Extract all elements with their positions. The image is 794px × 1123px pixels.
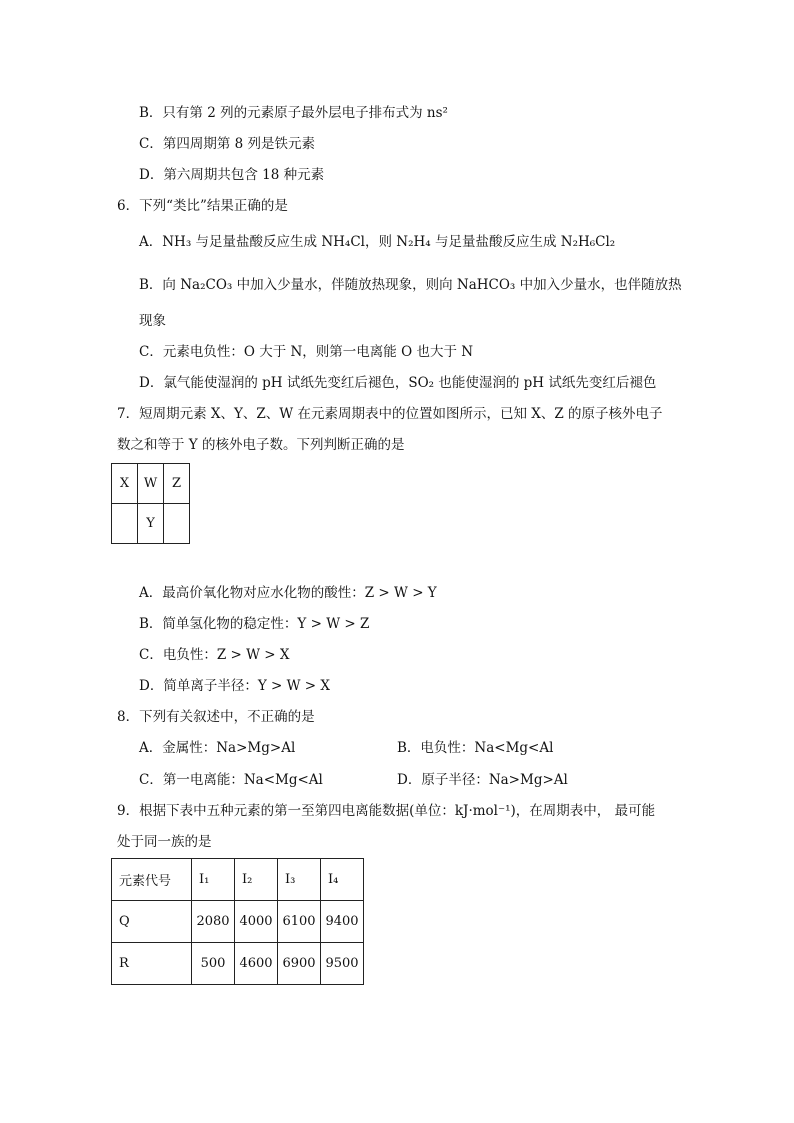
table-header-row xyxy=(112,859,364,901)
table-cell: 9500 xyxy=(321,943,364,985)
q5-option-c: C．第四周期第 8 列是铁元素 xyxy=(139,136,316,152)
table-header-cell: 元素代号 xyxy=(112,859,192,901)
table-header-cell: I₁ xyxy=(192,859,235,901)
table-cell: 2080 xyxy=(192,901,235,943)
ionization-energy-table xyxy=(111,858,364,985)
q6-option-b-line2: 现象 xyxy=(139,313,166,329)
grid-cell xyxy=(164,504,190,544)
grid-row xyxy=(112,464,190,504)
q5-option-b: B．只有第 2 列的元素原子最外层电子排布式为 ns² xyxy=(139,105,448,121)
table-cell: 9400 xyxy=(321,901,364,943)
grid-cell: Z xyxy=(164,464,190,504)
table-cell: 4600 xyxy=(235,943,278,985)
grid-cell: W xyxy=(138,464,164,504)
q6-option-b-line1: B．向 Na₂CO₃ 中加入少量水，伴随放热现象，则向 NaHCO₃ 中加入少量水，也伴随放热 xyxy=(139,277,682,293)
table-cell: 6100 xyxy=(278,901,321,943)
q8-option-a: A．金属性：Na>Mg>Al xyxy=(139,740,296,756)
q6-stem: 6．下列“类比”结果正确的是 xyxy=(117,198,288,214)
q5-option-d: D．第六周期共包含 18 种元素 xyxy=(139,167,325,183)
q7-option-b: B．简单氢化物的稳定性：Y > W > Z xyxy=(139,616,370,632)
q8-option-c: C．第一电离能：Na<Mg<Al xyxy=(139,772,323,788)
q8-option-d: D．原子半径：Na>Mg>Al xyxy=(397,772,568,788)
table-row xyxy=(112,901,364,943)
table-cell: 4000 xyxy=(235,901,278,943)
grid-row xyxy=(112,504,190,544)
table-row xyxy=(112,943,364,985)
grid-cell: Y xyxy=(138,504,164,544)
q7-option-d: D．简单离子半径：Y > W > X xyxy=(139,678,331,694)
grid-cell: X xyxy=(112,464,138,504)
q7-option-a: A．最高价氧化物对应水化物的酸性：Z > W > Y xyxy=(139,585,437,601)
q6-option-d: D．氯气能使湿润的 pH 试纸先变红后褪色，SO₂ 也能使湿润的 pH 试纸先变红后褪色 xyxy=(139,375,657,391)
table-header-cell: I₃ xyxy=(278,859,321,901)
q7-option-c: C．电负性：Z > W > X xyxy=(139,647,290,663)
grid-cell xyxy=(112,504,138,544)
q8-option-b: B．电负性：Na<Mg<Al xyxy=(397,740,554,756)
table-cell: R xyxy=(112,943,192,985)
table-cell: 500 xyxy=(192,943,235,985)
table-header-cell: I₂ xyxy=(235,859,278,901)
q7-stem-line1: 7．短周期元素 X、Y、Z、W 在元素周期表中的位置如图所示，已知 X、Z 的原子核外电子 xyxy=(117,406,663,422)
table-cell: Q xyxy=(112,901,192,943)
q8-stem: 8．下列有关叙述中，不正确的是 xyxy=(117,709,315,725)
q6-option-c: C．元素电负性：O 大于 N，则第一电离能 O 也大于 N xyxy=(139,344,474,360)
q7-stem-line2: 数之和等于 Y 的核外电子数。下列判断正确的是 xyxy=(117,437,405,453)
table-cell: 6900 xyxy=(278,943,321,985)
q9-stem-line2: 处于同一族的是 xyxy=(117,834,212,850)
q6-option-a: A．NH₃ 与足量盐酸反应生成 NH₄Cl，则 N₂H₄ 与足量盐酸反应生成 N₂H₆Cl₂ xyxy=(139,234,616,250)
q9-stem-line1: 9．根据下表中五种元素的第一至第四电离能数据(单位：kJ·mol⁻¹)，在周期表中， 最可能 xyxy=(117,803,656,819)
periodic-position-grid xyxy=(111,463,190,544)
table-header-cell: I₄ xyxy=(321,859,364,901)
